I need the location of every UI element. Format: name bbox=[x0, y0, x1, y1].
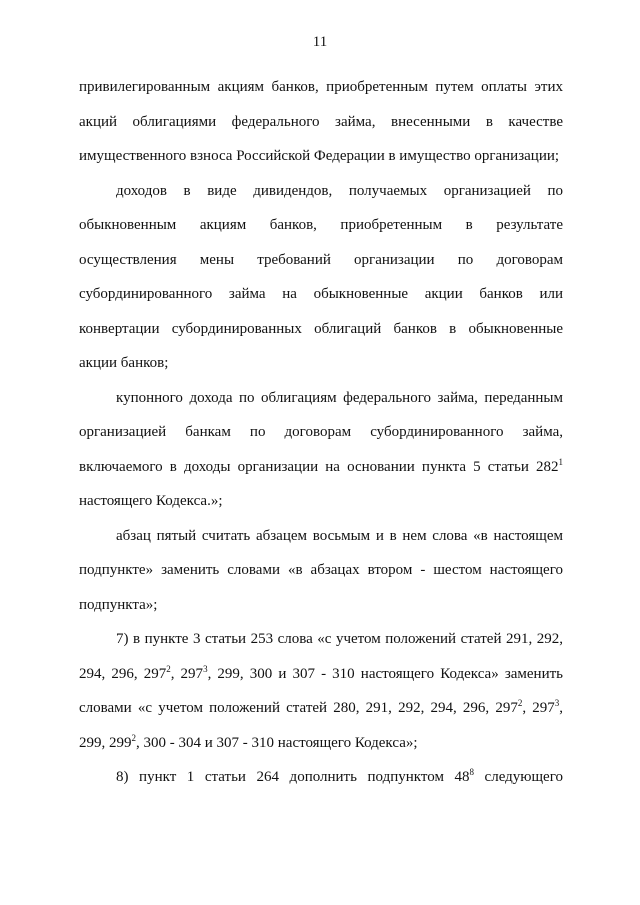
text-line bbox=[79, 484, 563, 519]
text-line bbox=[79, 70, 563, 105]
text-line bbox=[79, 657, 563, 692]
text-segment: 299, 299 bbox=[79, 734, 132, 751]
text-line bbox=[79, 243, 563, 278]
text-segment: подпункта»; bbox=[79, 596, 158, 613]
paragraph bbox=[79, 174, 563, 381]
text-segment: осуществления мены требований организации по договорам bbox=[79, 251, 563, 268]
text-line bbox=[79, 519, 563, 554]
text-segment: следующего bbox=[474, 769, 563, 785]
text-segment: 294, 296, 297 bbox=[79, 665, 167, 682]
superscript: 1 bbox=[558, 456, 563, 467]
text-segment: купонного дохода по облигациям федерального займа, переданным bbox=[116, 389, 563, 406]
text-line bbox=[79, 415, 563, 450]
superscript: 2 bbox=[166, 663, 171, 674]
page-number: 11 bbox=[312, 34, 328, 50]
text-segment: словами «с учетом положений статей 280, 291, 292, 294, 296, 297 bbox=[79, 700, 518, 716]
text-line bbox=[79, 174, 563, 209]
text-segment: субординированного займа на обыкновенные акции банков или bbox=[79, 286, 563, 302]
text-segment: акций облигациями федерального займа, внесенными в качестве bbox=[79, 113, 563, 130]
superscript: 3 bbox=[203, 663, 208, 674]
text-segment: включаемого в доходы организации на основании пункта 5 статьи 282 bbox=[79, 458, 559, 475]
text-segment: имущественного взноса Российской Федерации в имущество организации; bbox=[79, 148, 560, 164]
text-segment: организацией банкам по договорам субординированного займа, bbox=[79, 424, 563, 440]
text-line bbox=[79, 346, 563, 381]
text-segment: , 300 - 304 и 307 - 310 настоящего Кодекса»; bbox=[136, 734, 418, 751]
text-line bbox=[79, 760, 563, 795]
text-segment: конвертации субординированных облигаций банков в обыкновенные bbox=[79, 320, 563, 337]
text-segment: подпункте» заменить словами «в абзацах втором - шестом настоящего bbox=[79, 562, 563, 578]
text-line bbox=[79, 622, 563, 657]
superscript: 2 bbox=[517, 698, 523, 708]
text-segment: привилегированным акциям банков, приобретенным путем оплаты этих bbox=[79, 79, 563, 95]
text-segment: доходов в виде дивидендов, получаемых организацией по bbox=[116, 182, 563, 199]
paragraph bbox=[79, 70, 563, 174]
paragraph bbox=[79, 519, 563, 623]
text-line bbox=[79, 208, 563, 243]
text-line bbox=[79, 139, 563, 174]
text-segment: , 299, 300 и 307 - 310 настоящего Кодекса» заменить bbox=[207, 665, 563, 682]
text-segment: , 297 bbox=[170, 665, 204, 682]
text-segment: 7) в пункте 3 статьи 253 слова «с учетом положений статей 291, 292, bbox=[116, 631, 563, 647]
paragraph bbox=[79, 381, 563, 519]
text-line bbox=[79, 691, 563, 726]
text-segment: , 297 bbox=[522, 700, 555, 716]
text-segment: 8) пункт 1 статьи 264 дополнить подпунктом 48 bbox=[116, 769, 470, 785]
text-segment: акции банков; bbox=[79, 355, 169, 371]
text-line bbox=[79, 553, 563, 588]
superscript: 3 bbox=[554, 698, 560, 708]
text-segment: настоящего Кодекса.»; bbox=[79, 493, 223, 509]
text-segment: абзац пятый считать абзацем восьмым и в нем слова «в настоящем bbox=[116, 527, 563, 544]
superscript: 2 bbox=[131, 732, 136, 743]
text-line bbox=[79, 450, 563, 485]
text-segment: обыкновенным акциям банков, приобретенным в результате bbox=[79, 217, 563, 233]
text-line bbox=[79, 726, 563, 761]
paragraph bbox=[79, 760, 563, 795]
text-segment: , bbox=[559, 700, 563, 716]
superscript: 8 bbox=[469, 767, 474, 777]
text-line bbox=[79, 105, 563, 140]
text-line bbox=[79, 381, 563, 416]
document-body bbox=[79, 70, 563, 795]
text-line bbox=[79, 588, 563, 623]
text-line bbox=[79, 312, 563, 347]
paragraph bbox=[79, 622, 563, 760]
text-line bbox=[79, 277, 563, 312]
